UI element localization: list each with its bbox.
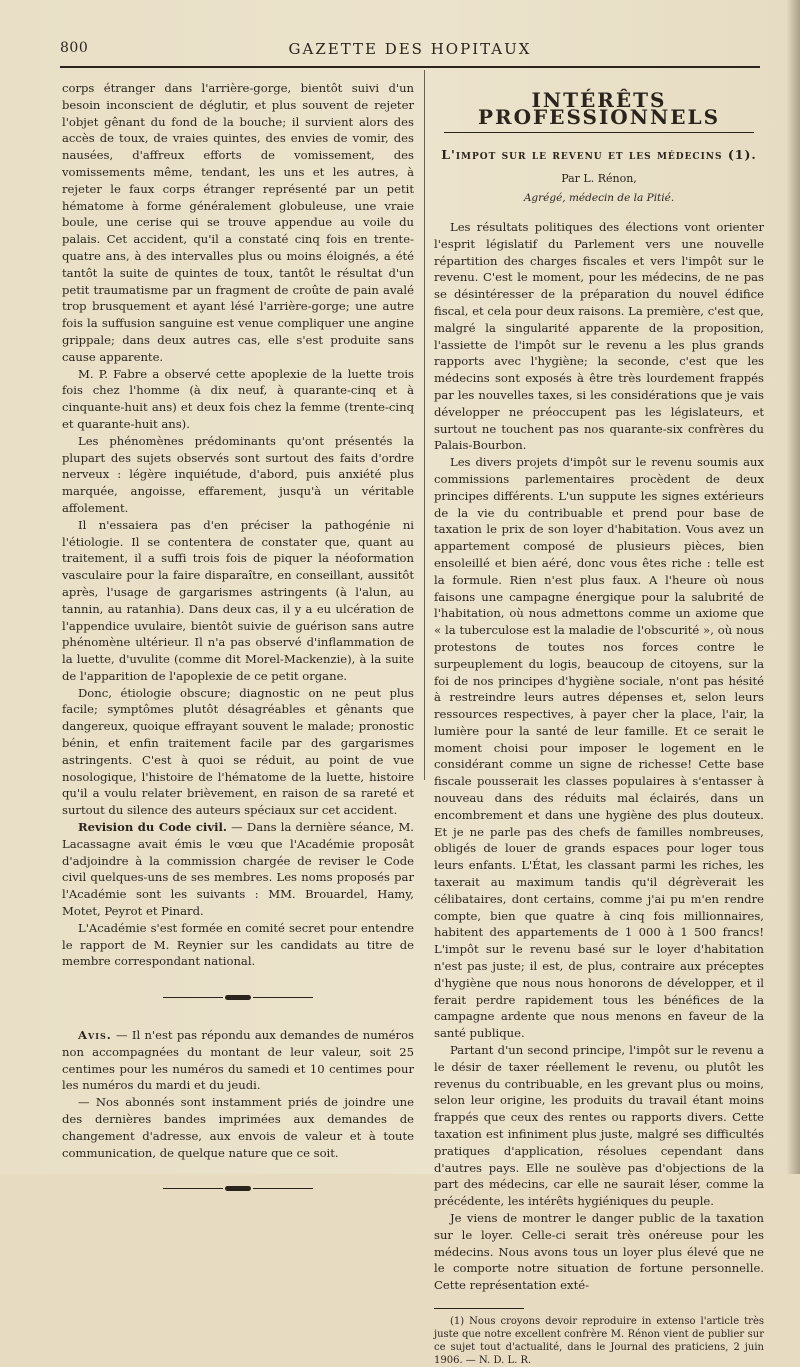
left-paragraph: M. P. Fabre a observé cette apoplexie de la luette trois fois chez l'homme (à dix neuf, à quarante-cinq et à cinquante-huit ans) et deux fois chez la femme (trente-cinq et quarante-huit ans). (62, 366, 414, 431)
article-byline: Par L. Rénon, (561, 172, 637, 186)
left-column (62, 80, 414, 1218)
section-ornament (62, 990, 414, 1007)
revision-text: — Dans la dernière séance, M. Lacassagne avait émis le vœu que l'Académie proposât d'adjoindre à la commission chargée de reviser le Code civil quelques-uns de ses membres. Les noms proposés par l'Académie sont les suivants : MM. Brouardel, Hamy, Motet, Peyrot et Pinard. (62, 820, 414, 919)
left-paragraph: L'Académie s'est formée en comité secret pour entendre le rapport de M. Reynier sur les candidats au titre de membre correspondant national. (62, 920, 414, 969)
article-paragraph: Les divers projets d'impôt sur le revenu soumis aux commissions parlementaires procèdent de deux principes différents. L'un suppute les signes extérieurs de la vie du contribuable et prend pour base de taxation le prix de son loyer d'habitation. Vous avez un appartement composé de plusieurs pièces, bien ensoleillé et bien aéré, donc vous êtes riche : telle est la formule. Rien n'est plus faux. A l'heure où nous faisons une campagne énergique pour la salubrité de l'habitation, où nous admettons comme un axiome que « la tuberculose est la maladie de l'obscurité », où nous protestons de toutes nos forces contre le surpeuplement du logis, beaucoup de citoyens, sur la foi de nos principes d'hygiène sociale, n'ont pas hésité à restreindre leurs autres dépenses et, selon leurs ressources respectives, à payer cher la place, l'air, la lumière pour la santé de leur famille. Et ce serait le moment choisi pour imposer le logement en le considérant comme un signe de richesse! Cette base fiscale pousserait les classes populaires à s'entasser à nouveau dans des réduits mal éclairés, dans un encombrement et dans une hygiène des plus douteux. Et je ne parle pas des chefs de familles nombreuses, obligés de louer de grands espaces pour loger tous leurs enfants. L'État, les classant parmi les riches, les taxerait au maximum tandis qu'il dégrèverait les célibataires, dont certains, comme j'ai pu m'en rendre compte, bien que quatre à cinq fois millionnaires, habitent des appartements de 1 000 à 1 500 francs! L'impôt sur le revenu basé sur le loyer d'habitation n'est pas juste; il est, de plus, contraire aux préceptes d'hygiène que nous nous honorons de développer, et il ferait perdre rapidement tous les bénéfices de la campagne ardente que nous menons en faveur de la santé publique. (434, 455, 764, 1041)
avis-paragraph (62, 1027, 414, 1094)
article-paragraph: Les résultats politiques des élections vont orienter l'esprit législatif du Parlement vers une nouvelle répartition des charges fiscales et vers l'impôt sur le revenu. C'est le moment, pour les médecins, de ne pas se désintéresser de la préparation du nouvel édifice fiscal, et cela pour deux raisons. La première, c'est que, malgré la singularité apparente de la proposition, l'assiette de l'impôt sur le revenu a les plus grands rapports avec l'hygiène; la seconde, c'est que les médecins sont exposés à être très lourdement frappés par les nouvelles taxes, si les considérations que je vais développer ne préoccupent pas les législateurs, et surtout ne touchent pas nos quarante-six confrères du Palais-Bourbon. (434, 219, 764, 453)
left-paragraph: corps étranger dans l'arrière-gorge, bientôt suivi d'un besoin inconscient de déglutir, et plus souvent de rejeter l'objet gênant du fond de la bouche; il survient alors des accès de toux, de vraies quintes, des envies de vomir, des nausées, d'affreux efforts de vomissement, des vomissements même, tendant, les uns et les autres, à rejeter le faux corps étranger représenté par un petit hématome à forme généralement globuleuse, une vraie boule, une cerise qui se trouve appendue au voile du palais. Cet accident, qu'il a constaté cinq fois en trente-quatre ans, à des intervalles plus ou moins éloignés, a été tantôt la suite de quintes de toux, tantôt le résultat d'un petit traumatisme par un fragment de croûte de pain avalé trop brusquement et ayant lésé l'arrière-gorge; une autre fois la suffusion sanguine est venue compliquer une angine grippale; dans deux autres cas, elle s'est produite sans cause apparente. (62, 81, 414, 364)
article-paragraph: Partant d'un second principe, l'impôt sur le revenu a le désir de taxer réellement le revenu, ou plutôt les revenus du contribuable, en les grevant plus ou moins, selon leur origine, les produits du travail étant moins frappés que ceux des rentes ou rapports divers. Cette taxation est infiniment plus juste, malgré ses difficultés pratiques d'application, résolues cependant dans d'autres pays. Elle ne soulève pas d'objections de la part des médecins, car elle ne saurait léser, comme la précédente, les intérêts hygiéniques du peuple. (434, 1043, 764, 1209)
avis-label: Avis. (78, 1028, 112, 1043)
left-paragraph: Les phénomènes prédominants qu'ont présentés la plupart des sujets observés sont surtout des faits d'ordre nerveux : légère inquiétude, d'abord, puis anxiété plus marquée, angoisse, effarement, jusqu'à un véritable affolement. (62, 433, 414, 515)
header-rule (60, 66, 760, 68)
journal-title: GAZETTE DES HOPITAUX (288, 40, 532, 58)
section-title: INTÉRÊTS PROFESSIONNELS (477, 88, 721, 129)
end-ornament (62, 1181, 414, 1198)
article-paragraph: Je viens de montrer le danger public de la taxation sur le loyer. Celle-ci serait très onéreuse pour les médecins. Nous avons tous un loyer plus élevé que ne le comporte notre situation de fortune personnelle. Cette représentation exté- (434, 1211, 764, 1293)
page-header (60, 38, 760, 62)
abonnes-paragraph: — Nos abonnés sont instamment priés de joindre une des dernières bandes imprimées aux demandes de changement d'adresse, aux envois de valeur et à toute communication, de quelque nature que ce soit. (62, 1095, 414, 1160)
footnote-rule (434, 1308, 524, 1309)
page-number: 800 (60, 40, 89, 56)
right-column (434, 84, 764, 1367)
avis-text: — Il n'est pas répondu aux demandes de numéros non accompagnées du montant de leur valeur, soit 25 centimes pour les numéros du samedi et 10 centimes pour les numéros du mardi et du jeudi. (62, 1028, 414, 1093)
page-edge-shadow (786, 0, 800, 1174)
article-title: L'impot sur le revenu et les médecins (1). (441, 146, 757, 162)
column-divider (424, 70, 425, 780)
revision-paragraph (62, 819, 414, 920)
section-title-rule (444, 132, 754, 133)
left-paragraph: Il n'essaiera pas d'en préciser la pathogénie ni l'étiologie. Il se contentera de constater que, quant au traitement, il a suffi trois fois de piquer la néoformation vasculaire pour la faire disparaître, en conseillant, aussitôt après, l'usage de gargarismes astringents (à l'alun, au tannin, au ratanhia). Dans deux cas, il y a eu ulcération de l'appendice uvulaire, bientôt suivie de guérison sans autre phénomène ultérieur. Il n'a pas observé d'inflammation de la luette, d'uvulite (comme dit Morel-Mackenzie), à la suite de l'apparition de l'apoplexie de ce petit organe. (62, 517, 414, 683)
revision-heading: Revision du Code civil. (78, 820, 227, 835)
footnote: (1) Nous croyons devoir reproduire in extenso l'article très juste que notre excellent confrère M. Rénon vient de publier sur ce sujet tout d'actualité, dans le Journal des praticiens, 2 juin 1906. — N. D. L. R. (434, 1315, 764, 1366)
left-paragraph: Donc, étiologie obscure; diagnostic on ne peut plus facile; symptômes plutôt désagréables et gênants que dangereux, quoique effrayant souvent le malade; pronostic bénin, et enfin traitement facile par des gargarismes astringents. C'est à quoi se réduit, au point de vue nosologique, l'histoire de l'hématome de la luette, histoire qu'il a voulu relater brièvement, en raison de sa rareté et surtout du silence des auteurs spéciaux sur cet accident. (62, 685, 414, 818)
author-affiliation: Agrégé, médecin de la Pitié. (523, 192, 675, 205)
